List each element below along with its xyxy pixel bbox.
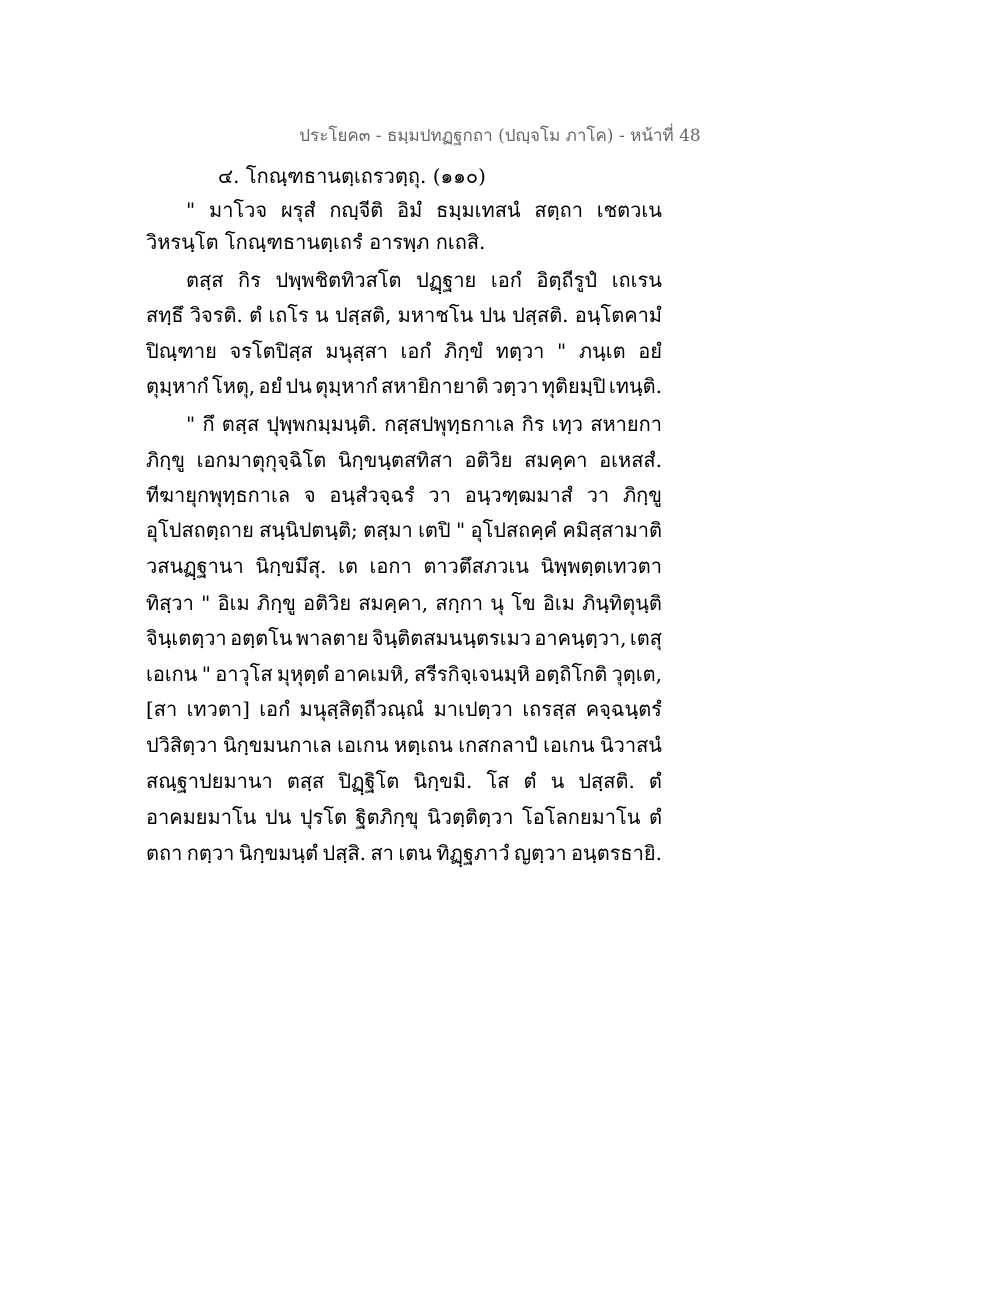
word: กสฺสปพุทฺธกาเล: [384, 412, 515, 436]
word: ปน: [264, 805, 292, 829]
word: สหายกา: [590, 412, 662, 436]
word: คจฺฉนฺตรํ: [585, 697, 662, 721]
body-line: [146, 803, 662, 831]
word: อนฺวฑฺฒมาสํ: [464, 483, 573, 507]
word: อิตฺถีรูปํ: [536, 268, 598, 292]
body-line: [146, 660, 662, 688]
word: วสนฏฺฐานา: [146, 554, 244, 578]
word: สมคฺคา,: [358, 591, 429, 615]
word: อยํ: [258, 374, 283, 398]
word: ตํ: [523, 769, 537, 793]
word: น: [315, 303, 329, 327]
word: วุตฺเต,: [611, 662, 662, 686]
word: นิกฺขมึสุ.: [255, 554, 327, 578]
word: เตสุ: [629, 626, 662, 650]
page-header: ประโยค๓ - ธมฺมปทฏฐกถา (ปญฺจโม ภาโค) - หน้าที่ 48: [299, 126, 701, 146]
word: สนฺนิปตนฺติ;: [259, 518, 358, 542]
word: มุหุตฺตํ: [276, 662, 330, 686]
word: ทิฏฺฐภาวํ: [436, 841, 510, 865]
word: สหายิกายาติ: [381, 374, 489, 398]
word: โข: [511, 591, 536, 615]
word: ": [201, 662, 211, 686]
body-line: [146, 372, 662, 400]
word: อุโปสถตฺถาย: [146, 518, 254, 542]
body-line: [146, 839, 662, 867]
word: เอกํ: [400, 339, 432, 363]
word: กญฺจีติ: [329, 198, 384, 222]
word: ตสฺส: [186, 268, 224, 292]
word: ตสฺส: [221, 412, 260, 436]
word: ตุมฺหากํ: [315, 374, 378, 398]
word: สกฺกา: [435, 591, 484, 615]
word: อิเม: [217, 591, 250, 615]
word: นิกฺขนฺตสทิสา: [337, 448, 453, 472]
body-line: [146, 695, 662, 723]
word: เกสกลาปํ: [458, 733, 538, 757]
word: ภนฺเต: [578, 339, 626, 363]
body-line: วิหรนฺโต โกณฺฑธานตฺเถรํ อารพฺภ กเถสิ.: [146, 230, 486, 254]
word: ปิฏฺฐิโต: [338, 769, 400, 793]
word: ตถา: [146, 841, 183, 865]
word: โส: [486, 769, 510, 793]
word: เอกมาตุกุจฺฉิโต: [196, 448, 327, 472]
word: อนฺสํวจฺฉรํ: [329, 483, 415, 507]
word: ": [557, 339, 567, 363]
word: สรีรกิจฺเจนมฺหิ: [413, 662, 531, 686]
word: นิกฺขมิ.: [413, 769, 473, 793]
word: อยํ: [638, 339, 662, 363]
body-line: [146, 481, 662, 509]
word: เถเรน: [611, 268, 662, 292]
word: ปฏฺฐาย: [416, 268, 477, 292]
word: กตฺวา: [186, 841, 235, 865]
word: ปวิสิตฺวา: [146, 733, 218, 757]
word: ปสฺสติ.: [512, 303, 569, 327]
word: ": [186, 198, 196, 222]
word: ฐิตภิกฺขุ: [355, 805, 419, 829]
word: เอกํ: [259, 697, 291, 721]
word: อิเม: [542, 591, 575, 615]
word: เถโร: [268, 303, 309, 327]
word: เอเกน: [337, 733, 389, 757]
word: ปสฺสิ.: [322, 841, 367, 865]
word: นิพฺพตฺตเทวตา: [540, 554, 662, 578]
word: จินฺเตตฺวา: [146, 626, 227, 650]
word: อาคนฺตฺวา,: [534, 626, 627, 650]
word: อติวิย: [464, 448, 513, 472]
word: เทนฺติ.: [608, 374, 662, 398]
word: นิวาสนํ: [599, 733, 662, 757]
word: เถรสฺส: [522, 697, 577, 721]
word: วตฺวา: [491, 374, 539, 398]
word: ": [186, 412, 196, 436]
word: พาลตาย: [295, 626, 369, 650]
word: ภิกฺขู: [622, 483, 662, 507]
word: หตฺเถน: [394, 733, 453, 757]
word: ปสฺสติ,: [334, 303, 392, 327]
word: อนฺตรธายิ.: [571, 841, 662, 865]
word: เอเกน: [543, 733, 595, 757]
word: วิจรติ.: [189, 303, 243, 327]
word: เตปิ: [418, 518, 451, 542]
word: ตํ: [648, 805, 662, 829]
body-line: [146, 337, 662, 365]
word: ภิกฺขู: [256, 591, 296, 615]
word: กิร: [238, 268, 261, 292]
body-line: [186, 266, 662, 294]
word: นิกฺขมนกาเล: [223, 733, 332, 757]
word: เอกํ: [490, 268, 522, 292]
word: อนฺโตคามํ: [574, 303, 662, 327]
body-line: [146, 767, 662, 795]
word: สมคฺคา: [524, 448, 588, 472]
word: ทิสฺวา: [146, 591, 194, 615]
word: ญตฺวา: [514, 841, 567, 865]
body-line: [146, 624, 662, 652]
word: จ: [303, 483, 316, 507]
word: ปิณฺฑาย: [146, 339, 217, 363]
word: ทีฆายุกพุทฺธกาเล: [146, 483, 291, 507]
word: เอเกน: [146, 662, 198, 686]
word: ": [455, 518, 466, 542]
word: มนุสฺสา: [325, 339, 388, 363]
word: สตฺถา: [534, 198, 583, 222]
word: คมิสฺสามาติ: [562, 518, 662, 542]
body-line: [146, 589, 662, 617]
word: นิกฺขมนฺตํ: [238, 841, 319, 865]
section-title: ๔. โกณฺฑธานตฺเถรวตฺถุ. (๑๑๐): [218, 164, 486, 188]
word: จินฺติตสมนนฺตรเมว: [371, 626, 531, 650]
body-line: [146, 301, 662, 329]
word: มหาชโน: [397, 303, 474, 327]
word: นิวตฺติตฺวา: [427, 805, 514, 829]
word: โอโลกยมาโน: [521, 805, 641, 829]
word: จรโตปิสฺส: [229, 339, 313, 363]
word: ตสฺมา: [363, 518, 413, 542]
word: อติวิย: [303, 591, 352, 615]
word: ปุรโต: [299, 805, 347, 829]
word: ": [201, 591, 211, 615]
word: สา: [370, 841, 394, 865]
word: ปน: [479, 303, 506, 327]
word: อาคมยมาโน: [146, 805, 257, 829]
word: ปสฺสติ.: [578, 769, 635, 793]
word: ตุมฺหากํ: [146, 374, 209, 398]
body-line: [186, 196, 662, 224]
word: ทุติยมฺปิ: [541, 374, 606, 398]
word: โหตุ,: [211, 374, 256, 398]
word: อุโปสถคฺคํ: [470, 518, 558, 542]
word: ธมฺมเทสนํ: [436, 198, 521, 222]
word: นุ: [490, 591, 504, 615]
word: เทวตา]: [186, 697, 250, 721]
word: เอกา: [369, 554, 412, 578]
word: มนุสฺสิตฺถีวณฺณํ: [299, 697, 425, 721]
body-line: [146, 516, 662, 544]
word: ตาวตึสภวเน: [423, 554, 529, 578]
word: กิร: [521, 412, 545, 436]
word: เตน: [398, 841, 432, 865]
word: เต: [338, 554, 358, 578]
body-line: [146, 446, 662, 474]
word: สทฺธึ: [146, 303, 184, 327]
word: อตฺถิโกติ: [534, 662, 608, 686]
word: ตํ: [249, 303, 263, 327]
word: ปน: [285, 374, 312, 398]
word: ตสฺส: [286, 769, 325, 793]
word: ภินฺทิตุนฺติ: [582, 591, 662, 615]
word: วา: [428, 483, 451, 507]
word: ผรุสํ: [280, 198, 316, 222]
word: กึ: [202, 412, 215, 436]
word: อิมํ: [397, 198, 423, 222]
body-line: [146, 731, 662, 759]
word: อาคเมหิ,: [333, 662, 410, 686]
word: น: [550, 769, 565, 793]
word: มาเปตฺวา: [433, 697, 513, 721]
word: [สา: [146, 697, 178, 721]
word: เทฺว: [551, 412, 584, 436]
word: ทตฺวา: [495, 339, 545, 363]
word: วา: [586, 483, 610, 507]
word: สณฺฐาปยมานา: [146, 769, 273, 793]
body-line: [146, 552, 662, 580]
word: ตํ: [648, 769, 662, 793]
word: อตฺตโน: [230, 626, 293, 650]
body-line: [186, 410, 662, 438]
word: มาโวจ: [209, 198, 268, 222]
word: เชตวเน: [596, 198, 662, 222]
word: ภิกฺขู: [146, 448, 185, 472]
word: อเหสสํ.: [599, 448, 662, 472]
word: ปพฺพชิตทิวสโต: [275, 268, 402, 292]
word: อาวุโส: [215, 662, 273, 686]
word: ภิกฺขํ: [444, 339, 484, 363]
word: ปุพฺพกมฺมนฺติ.: [266, 412, 377, 436]
